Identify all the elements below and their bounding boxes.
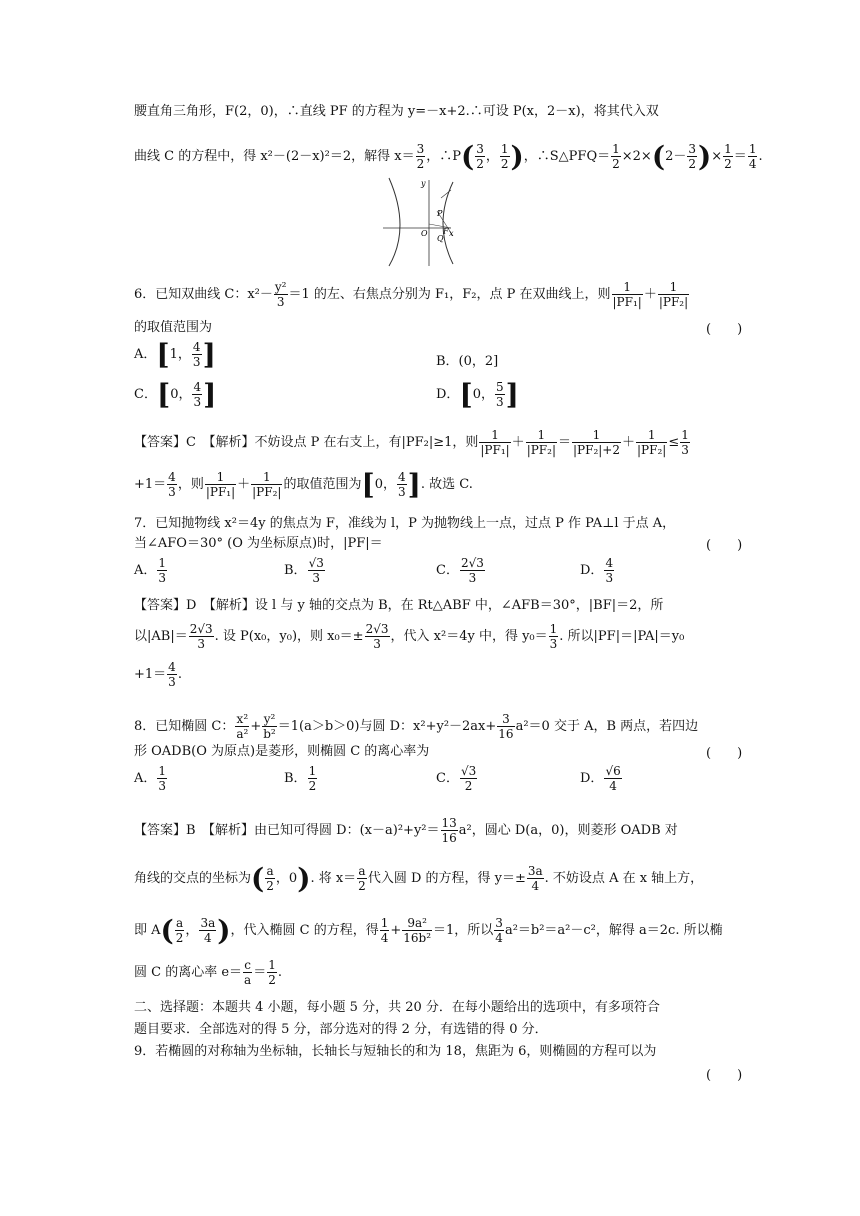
q7-answer-paren: ( ) bbox=[706, 538, 743, 553]
q7-answer-line-3: +1＝ $\frac{4}{3}$ . bbox=[134, 660, 182, 689]
q8-answer-paren: ( ) bbox=[706, 746, 743, 761]
q6-options-row-1 bbox=[134, 337, 734, 378]
hyperbola-figure bbox=[381, 176, 453, 268]
intro-line-2: 曲线 C 的方程中，得 x²－(2－x)²＝2，解得 x＝ $\frac{3}{2}$ ，∴P( $\frac{3}{2}$ ， $\frac{1}{2}$ )，∴S△PFQ＝ $\frac{1}{2}$ ×2×(2－ $\frac{3}{2}$ )× $\frac{1}{2}$ ＝ $\frac{1}{4}$ . bbox=[134, 139, 763, 173]
q8-answer-line-1: 【答案】B 【解析】由已知可得圆 D：(x－a)²+y²＝ $\frac{13}{16}$ a²，圆心 D(a，0)，则菱形 OADB 对 bbox=[134, 816, 678, 845]
q8-answer-line-4: 圆 C 的离心率 e＝ $\frac{c}{a}$ ＝ $\frac{1}{2}$ . bbox=[134, 958, 282, 987]
q8-stem-line-2: 形 OADB(O 为原点)是菱形，则椭圆 C 的离心率为 bbox=[134, 744, 430, 759]
q6-option-d[interactable]: D．[0， $\frac{5}{3}$ ] bbox=[436, 377, 519, 411]
q8-stem-line-1: 8．已知椭圆 C： $\frac{\text{x²}}{\text{a²}}$ + $\frac{\text{y²}}{\text{b²}}$ ＝1(a＞b＞0)与圆 D：x²+y²－2ax+ $\frac{3}{16}$ a²＝0 交于 A，B 两点，若四边 bbox=[134, 712, 699, 741]
q8-answer-line-2: 角线的交点的坐标为( $\frac{a}{2}$ ，0). 将 x＝ $\frac{a}{2}$ 代入圆 D 的方程，得 y＝± $\frac{3a}{4}$ . 不妨设点 A 在 x 轴上方， bbox=[134, 861, 704, 895]
q9-stem: 9．若椭圆的对称轴为坐标轴，长轴长与短轴长的和为 18，焦距为 6，则椭圆的方程可以为 bbox=[134, 1044, 657, 1059]
q7-option-d[interactable]: D． $\frac{4}{3}$ bbox=[580, 556, 614, 585]
q8-options-row bbox=[134, 764, 734, 802]
q8-answer-line-3: 即 A( $\frac{a}{2}$ ， $\frac{3a}{4}$ )，代入椭圆 C 的方程，得 $\frac{1}{4}$ + $\frac{\text{9a²}}{\text{16b²}}$ ＝1，所以 $\frac{3}{4}$ a²＝b²＝a²－c²，解得 a＝2c. 所以椭 bbox=[134, 913, 723, 947]
q7-option-b[interactable]: B． $\frac{√3}{3}$ bbox=[284, 556, 324, 585]
q7-answer-line-1: 【答案】D 【解析】设 l 与 y 轴的交点为 B，在 Rt△ABF 中，∠AFB＝30°，|BF|＝2，所 bbox=[134, 598, 664, 613]
q8-option-d[interactable]: D． $\frac{√6}{4}$ bbox=[580, 764, 621, 793]
q9-answer-paren: ( ) bbox=[706, 1068, 743, 1083]
q6-option-c[interactable]: C．[0， $\frac{4}{3}$ ] bbox=[134, 377, 217, 411]
q6-options-row-2 bbox=[134, 377, 734, 418]
q7-stem-line-2: 当∠AFO＝30° (O 为坐标原点)时，|PF|＝ bbox=[134, 536, 383, 551]
q7-options-row bbox=[134, 556, 734, 594]
q7-answer-line-2: 以|AB|＝ $\frac{2√3}{3}$ . 设 P(x₀，y₀)，则 x₀＝± $\frac{2√3}{3}$ ，代入 x²＝4y 中，得 y₀＝ $\frac{1}{3}$ . 所以|PF|＝|PA|＝y₀ bbox=[134, 622, 685, 651]
bracket: ( bbox=[460, 139, 475, 173]
svg-text:P: P bbox=[437, 209, 443, 218]
q6-answer-line-1: 【答案】C 【解析】不妨设点 P 在右支上，有|PF₂|≥1，则 $\frac{1}{\text{|PF₁|}}$ ＋ $\frac{1}{\text{|PF₂|}}$ ＝ $\frac{1}{\text{|PF₂|+2}}$ ＋ $\frac{1}{\text{|PF₂|}}$ ≤ $\frac{1}{3}$ bbox=[134, 428, 689, 457]
fraction: $\frac{3}{2}$ bbox=[416, 142, 425, 171]
svg-text:O: O bbox=[421, 229, 428, 238]
q7-stem-line-1: 7．已知抛物线 x²＝4y 的焦点为 F，准线为 l，P 为抛物线上一点，过点 P 作 PA⊥l 于点 A， bbox=[134, 516, 676, 531]
q6-stem-line-1: 6．已知双曲线 C：x²－ $\frac{\text{y²}}{3}$ ＝1 的左、右焦点分别为 F₁，F₂，点 P 在双曲线上，则 $\frac{1}{\text{|PF₁|}}$ ＋ $\frac{1}{\text{|PF₂|}}$ bbox=[134, 280, 689, 309]
intro-line-1: 腰直角三角形，F(2，0)，∴直线 PF 的方程为 y=－x+2.∴可设 P(x，2－x)，将其代入双 bbox=[134, 104, 659, 119]
svg-text:Q: Q bbox=[437, 234, 444, 243]
section-2-heading-line-1: 二、选择题：本题共 4 小题，每小题 5 分，共 20 分．在每小题给出的选项中，有多项符合 bbox=[134, 1000, 660, 1015]
q8-option-a[interactable]: A． $\frac{1}{3}$ bbox=[134, 764, 167, 793]
q7-option-a[interactable]: A． $\frac{1}{3}$ bbox=[134, 556, 167, 585]
q6-answer-paren: ( ) bbox=[706, 322, 743, 337]
q7-option-c[interactable]: C． $\frac{2√3}{3}$ bbox=[436, 556, 484, 585]
q8-option-c[interactable]: C． $\frac{√3}{2}$ bbox=[436, 764, 477, 793]
q6-option-a[interactable]: A．[1， $\frac{4}{3}$ ] bbox=[134, 337, 216, 371]
svg-text:x: x bbox=[449, 229, 454, 238]
q8-option-b[interactable]: B． $\frac{1}{2}$ bbox=[284, 764, 317, 793]
figure-label: y bbox=[421, 179, 426, 188]
section-2-heading-line-2: 题目要求．全部选对的得 5 分，部分选对的得 2 分，有选错的得 0 分． bbox=[134, 1022, 548, 1037]
q6-stem-line-2: 的取值范围为 bbox=[134, 320, 213, 335]
q6-option-b[interactable]: B．(0，2] bbox=[436, 354, 499, 369]
intro-text bbox=[134, 102, 734, 122]
q6-answer-line-2: +1＝ $\frac{4}{3}$ ，则 $\frac{1}{\text{|PF₁|}}$ ＋ $\frac{1}{\text{|PF₂|}}$ 的取值范围为[0， $\frac{4}{3}$ ]. 故选 C. bbox=[134, 467, 473, 501]
svg-text:F: F bbox=[443, 227, 449, 236]
